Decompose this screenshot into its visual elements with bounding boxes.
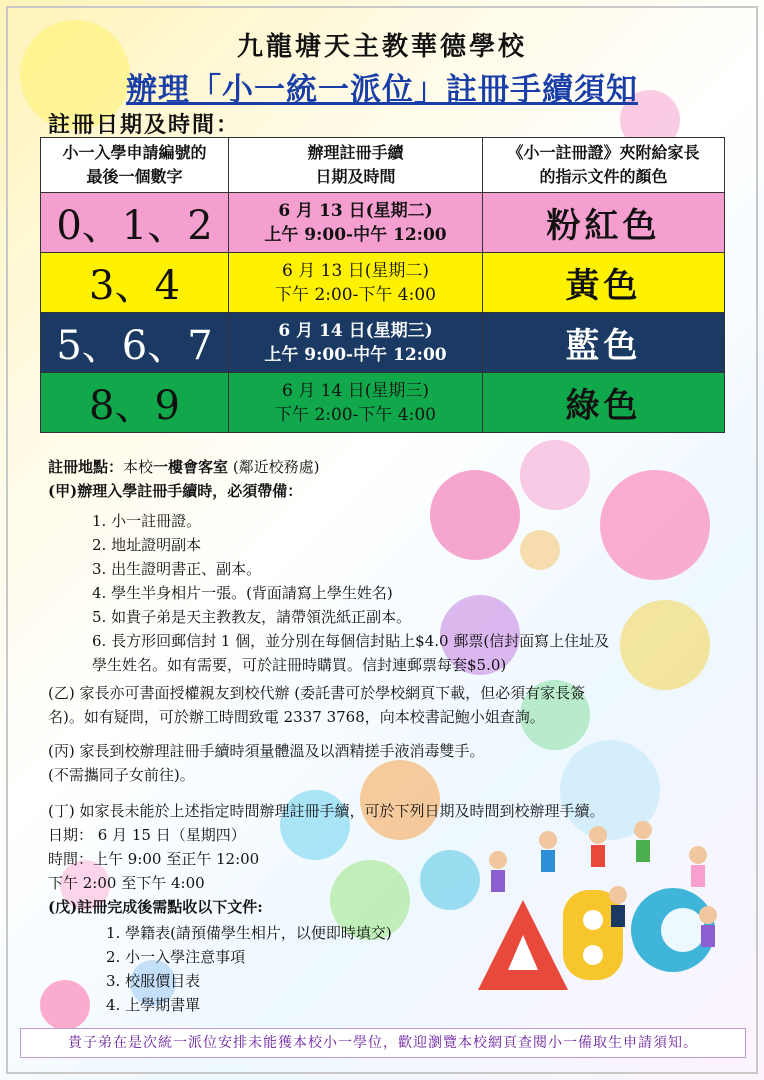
datetime-cell: 6 月 13 日(星期二) 上午 9:00-中午 12:00 bbox=[229, 193, 483, 253]
letter-a-block bbox=[478, 900, 568, 990]
required-item: 2. 地址證明副本 bbox=[92, 536, 202, 554]
section-b-line: (乙) 家長亦可書面授權親友到校代辦 (委託書可於學校網頁下載，但必須有家長簽 bbox=[48, 684, 586, 702]
document-item: 4. 上學期書單 bbox=[106, 996, 201, 1014]
children-with-letters-illustration bbox=[468, 800, 728, 1000]
decor-bubble bbox=[430, 470, 520, 560]
notice-title: 辦理「小一統一派位」註冊手續須知 bbox=[126, 72, 638, 108]
decor-bubble bbox=[520, 530, 560, 570]
decor-bubble bbox=[40, 980, 90, 1030]
table-row bbox=[41, 313, 725, 373]
header-cell: 《小一註冊證》夾附給家長 的指示文件的顏色 bbox=[483, 138, 725, 193]
required-item: 3. 出生證明書正、副本。 bbox=[92, 560, 262, 578]
color-cell: 粉紅色 bbox=[483, 193, 725, 253]
venue-line: 註冊地點：本校一樓會客室 (鄰近校務處) bbox=[48, 458, 320, 476]
section-d-line: (丁) 如家長未能於上述指定時間辦理註冊手續，可於下列日期及時間到校辦理手續。 bbox=[48, 802, 605, 820]
digits-cell: 3、4 bbox=[41, 253, 229, 313]
section-c-line: (丙) 家長到校辦理註冊手續時須量體溫及以酒精搓手液消毒雙手。 bbox=[48, 742, 485, 760]
required-item: 學生姓名。如有需要，可於註冊時購買。信封連郵票每套$5.0) bbox=[92, 656, 507, 674]
document-item: 3. 校服價目表 bbox=[106, 972, 201, 990]
digits-cell: 5、6、7 bbox=[41, 313, 229, 373]
datetime-cell: 6 月 13 日(星期二) 下午 2:00-下午 4:00 bbox=[229, 253, 483, 313]
decor-bubble bbox=[620, 600, 710, 690]
section-b-line: 名)。如有疑問，可於辦工時間致電 2337 3768，向本校書記鮑小姐查詢。 bbox=[48, 708, 545, 726]
section-d-line: 時間：上午 9:00 至正午 12:00 bbox=[48, 850, 260, 868]
table-row bbox=[41, 193, 725, 253]
document-item: 2. 小一入學注意事項 bbox=[106, 948, 246, 966]
digits-cell: 8、9 bbox=[41, 373, 229, 433]
section-a-heading: (甲)辦理入學註冊手續時，必須帶備： bbox=[48, 482, 303, 500]
decor-bubble bbox=[520, 440, 590, 510]
section-d-line: 下午 2:00 至下午 4:00 bbox=[48, 874, 205, 892]
footer-note: 貴子弟在是次統一派位安排未能獲本校小一學位，歡迎瀏覽本校網頁查閱小一備取生申請須知。 bbox=[20, 1028, 746, 1058]
school-name: 九龍塘天主教華德學校 bbox=[236, 32, 527, 62]
required-item: 4. 學生半身相片一張。(背面請寫上學生姓名) bbox=[92, 584, 393, 602]
required-item: 6. 長方形回郵信封 1 個，並分別在每個信封貼上$4.0 郵票(信封面寫上住址及 bbox=[92, 632, 610, 650]
digits-cell: 0、1、2 bbox=[41, 193, 229, 253]
section-e-heading: (戊)註冊完成後需點收以下文件: bbox=[48, 898, 263, 916]
table-header-row bbox=[41, 138, 725, 193]
date-section-heading: 註冊日期及時間： bbox=[48, 112, 241, 138]
registration-schedule-table bbox=[40, 137, 725, 433]
header-cell: 小一入學申請編號的 最後一個數字 bbox=[41, 138, 229, 193]
color-cell: 黃色 bbox=[483, 253, 725, 313]
datetime-cell: 6 月 14 日(星期三) 上午 9:00-中午 12:00 bbox=[229, 313, 483, 373]
color-cell: 藍色 bbox=[483, 313, 725, 373]
decor-bubble bbox=[600, 470, 710, 580]
color-cell: 綠色 bbox=[483, 373, 725, 433]
required-item: 5. 如貴子弟是天主教教友，請帶領洗紙正副本。 bbox=[92, 608, 412, 626]
section-d-line: 日期： 6 月 15 日（星期四） bbox=[48, 826, 246, 844]
table-row bbox=[41, 373, 725, 433]
datetime-cell: 6 月 14 日(星期三) 下午 2:00-下午 4:00 bbox=[229, 373, 483, 433]
table-row bbox=[41, 253, 725, 313]
section-c-line: (不需攜同子女前往)。 bbox=[48, 766, 195, 784]
document-item: 1. 學籍表(請預備學生相片，以便即時填交) bbox=[106, 924, 392, 942]
letter-b-block bbox=[563, 890, 623, 980]
required-item: 1. 小一註冊證。 bbox=[92, 512, 202, 530]
header-cell: 辦理註冊手續 日期及時間 bbox=[229, 138, 483, 193]
